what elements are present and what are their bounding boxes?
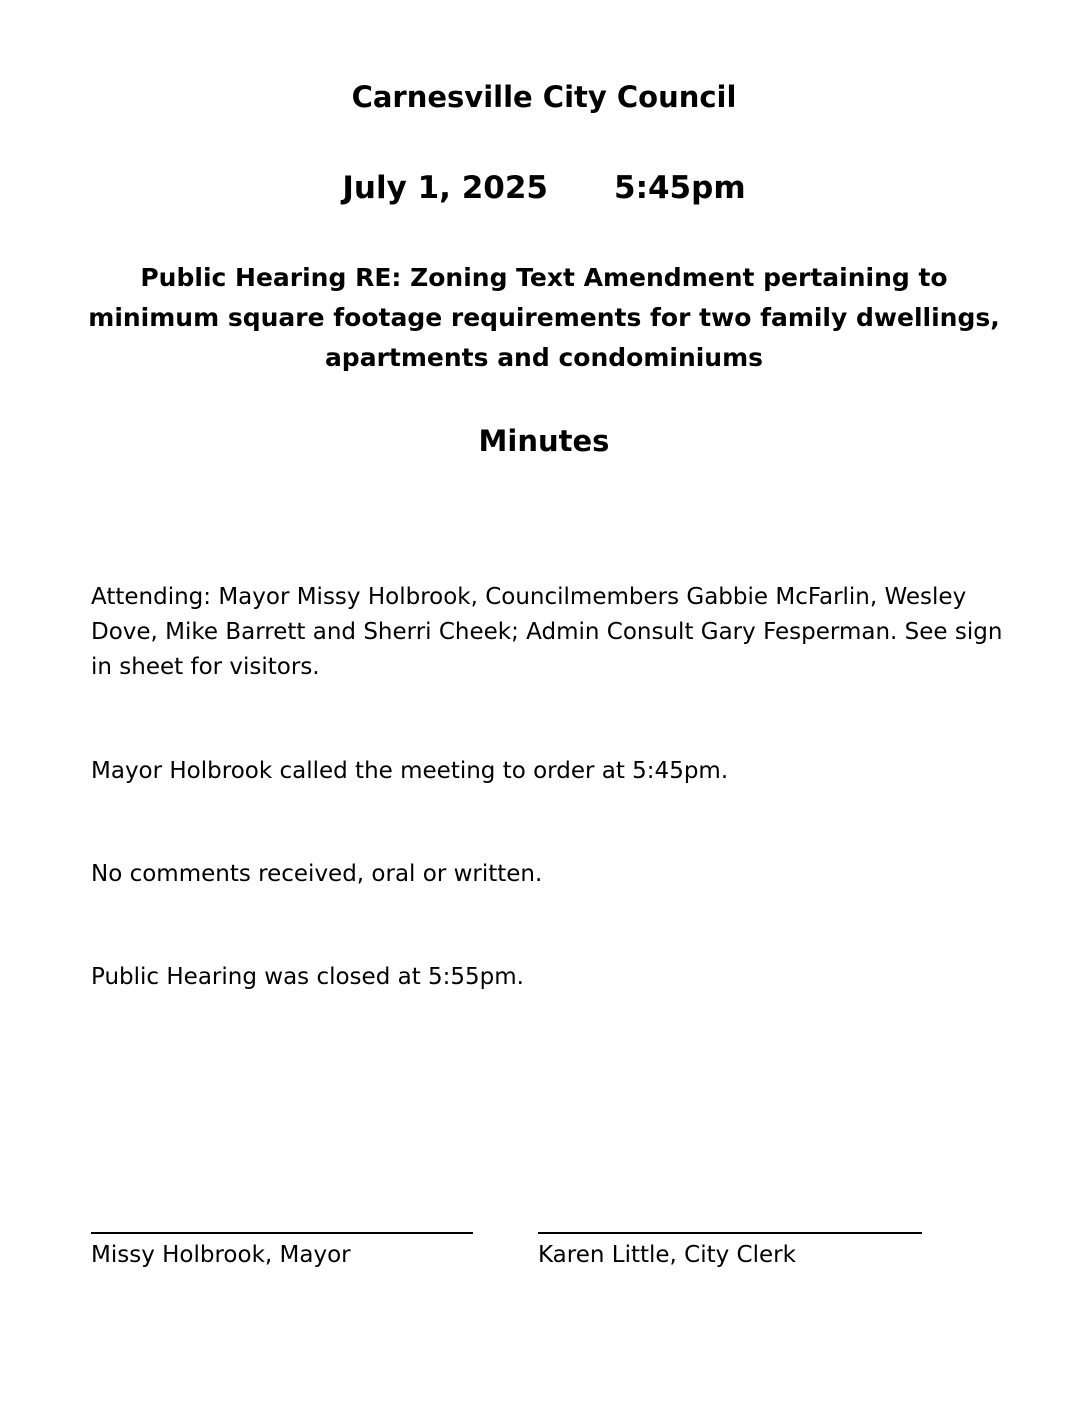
minutes-heading: Minutes <box>478 424 610 458</box>
hearing-line: Public Hearing RE: Zoning Text Amendment pertaining to <box>140 263 948 292</box>
mayor-signature-line <box>91 1232 473 1234</box>
meeting-datetime <box>0 170 1088 206</box>
meeting-date: July 1, 2025 <box>342 170 549 206</box>
comments-paragraph: No comments received, oral or written. <box>91 861 543 887</box>
clerk-signature-line <box>538 1232 922 1234</box>
mayor-signature-name: Missy Holbrook, Mayor <box>91 1242 351 1268</box>
council-title: Carnesville City Council <box>351 80 737 114</box>
hearing-line: apartments and condominiums <box>324 343 764 372</box>
hearing-line: minimum square footage requirements for two family dwellings, <box>88 303 1000 332</box>
hearing-closed-paragraph: Public Hearing was closed at 5:55pm. <box>91 964 524 990</box>
attending-line: Attending: Mayor Missy Holbrook, Councilmembers Gabbie McFarlin, Wesley <box>91 584 967 610</box>
meeting-time: 5:45pm <box>614 170 746 206</box>
attending-paragraph <box>91 580 1011 685</box>
attending-line: Dove, Mike Barrett and Sherri Cheek; Admin Consult Gary Fesperman. See sign <box>91 619 1003 645</box>
call-to-order-paragraph: Mayor Holbrook called the meeting to order at 5:45pm. <box>91 758 729 784</box>
attending-line: in sheet for visitors. <box>91 654 320 680</box>
hearing-subject <box>0 258 1088 378</box>
clerk-signature-name: Karen Little, City Clerk <box>538 1242 796 1268</box>
